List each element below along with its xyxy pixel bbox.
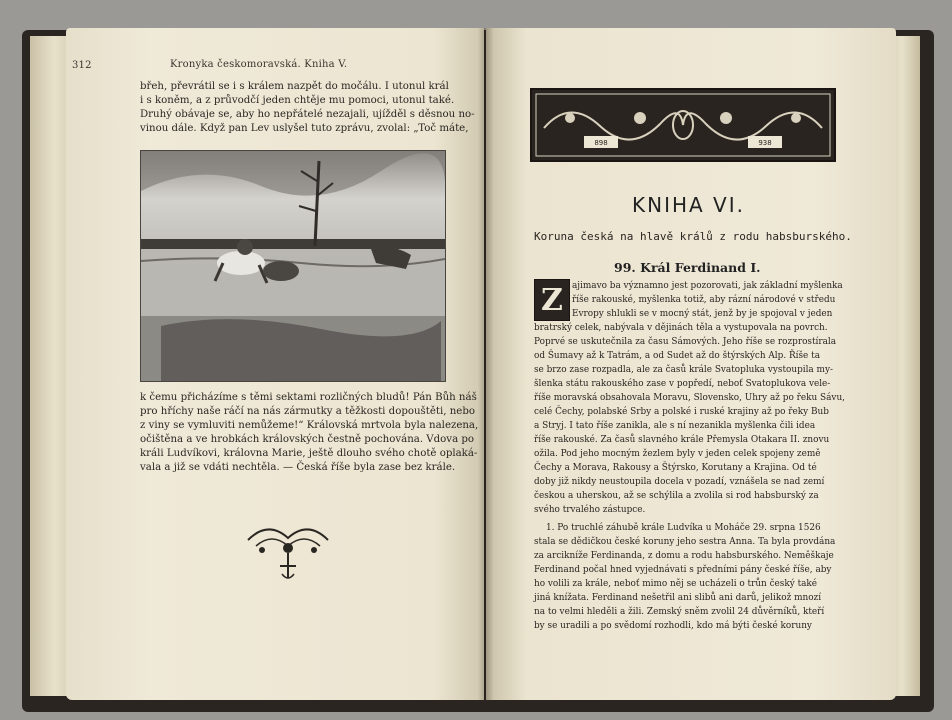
text-line: a Stryj. I tato říše zanikla, ale s ní nezanikla myšlenka čili idea: [534, 421, 816, 431]
book-subtitle: Koruna česká na hlavě králů z rodu habsburského.: [534, 230, 852, 243]
text-line: 1. Po truchlé záhubě krále Ludvíka u Moháče 29. srpna 1526: [546, 523, 821, 533]
text-line: ho volili za krále, neboť mimo něj se ucházeli o trůn český také: [534, 579, 818, 589]
text-line: břeh, převrátil se i s králem nazpět do močálu. I utonul král: [140, 81, 449, 92]
text-line: říše rakouské, myšlenka totiž, aby rázní národové v středu: [572, 295, 836, 305]
text-line: ajimavo ba významno jest pozorovati, jak základní myšlenka: [572, 281, 843, 291]
battle-illustration: [140, 150, 446, 382]
headpiece-ornament: [530, 88, 836, 162]
text-line: celé Čechy, polabské Srby a polské i ruské krajiny až po řeky Bub: [534, 407, 829, 417]
section-heading: 99. Král Ferdinand I.: [614, 260, 761, 275]
text-line: očištěna a ve hrobkách královských čestně pochována. Vdova po: [140, 434, 475, 445]
text-line: pro hříchy naše ráčí na nás zármutky a těžkosti dopouštěti, nebo: [140, 406, 475, 417]
text-line: Poprvé se uskutečnila za času Sámových. Jeho říše se rozprostírala: [534, 337, 837, 347]
text-line: bratrský celek, nabývala v dějinách těla a vystupovala na povrch.: [534, 323, 828, 333]
text-line: doby již nikdy neustoupila docela v pozadí, vznášela se nad zemí: [534, 477, 825, 487]
text-line: šlenka státu rakouského zase v popředí, neboť Svatoplukova vele-: [534, 379, 831, 389]
text-line: Evropy shlukli se v mocný stát, jenž by je spojoval v jeden: [572, 309, 833, 319]
text-line: od Šumavy až k Tatrám, a od Sudet až do štýrských Alp. Říše ta: [534, 351, 820, 361]
illustration-drawing: [141, 151, 445, 381]
text-line: Čechy a Morava, Rakousy a Štýrsko, Korutany a Krajina. Od té: [534, 463, 817, 473]
text-line: k čemu přicházíme s těmi sektami rozličných bludů! Pán Bůh náš: [140, 392, 477, 403]
book-title: KNIHA VI.: [632, 193, 745, 217]
page-edges-left: [30, 36, 70, 696]
text-line: by se uradili a po svědomí rozhodli, kdo má býti české koruny: [534, 621, 812, 631]
text-line: z viny se vymluviti nemůžeme!“ Královská mrtvola byla nalezena,: [140, 420, 479, 431]
text-line: vinou dále. Když pan Lev uslyšel tuto zprávu, zvolal: „Toč máte,: [140, 123, 469, 134]
text-line: svého trvalého zástupce.: [534, 505, 646, 515]
text-line: českou a uherskou, až se schýlila a zvolila si rod habsburský za: [534, 491, 819, 501]
text-line: králi Ludvíkovi, královna Marie, ještě dlouho svého chotě oplaká-: [140, 448, 478, 459]
text-line: ožila. Pod jeho mocným žezlem byly v jeden celek spojeny země: [534, 449, 821, 459]
running-head: Kronyka českomoravská. Kniha V.: [170, 59, 348, 70]
headpiece-label-right: 938: [758, 139, 772, 147]
text-line: Druhý obávaje se, aby ho nepřátelé nezajali, ujížděl s děsnou no-: [140, 109, 475, 120]
book-gutter: [478, 28, 494, 700]
text-line: říše rakouské. Za časů slavného krále Přemysla Otakara II. znovu: [534, 435, 830, 445]
page-number: 312: [72, 60, 92, 71]
text-line: jiná knížata. Ferdinand nešetřil ani slibů ani darů, jelikož mnozí: [534, 593, 822, 603]
text-line: vala a již se vdáti nechtěla. — Česká říše byla zase bez krále.: [140, 462, 456, 473]
text-line: za arcikníže Ferdinanda, z domu a rodu habsburského. Neměškaje: [534, 551, 834, 561]
text-line: i s koněm, a z průvodčí jeden chtěje mu pomoci, utonul také.: [140, 95, 455, 106]
tailpiece-ornament-icon: [238, 520, 338, 584]
text-line: říše moravská obsahovala Moravu, Slovensko, Uhry až po řeku Sávu,: [534, 393, 845, 403]
text-line: stala se dědičkou české koruny jeho sestra Anna. Ta byla provdána: [534, 537, 836, 547]
decorated-initial: Z: [534, 279, 570, 321]
text-line: se brzo zase rozpadla, ale za časů krále Svatopluka vystoupila my-: [534, 365, 833, 375]
headpiece-label-left: 898: [594, 139, 608, 147]
text-line: na to velmi hleděli a žili. Zemský sněm zvolil 24 důvěrníků, kteří: [534, 607, 825, 617]
text-line: Ferdinand počal hned vyjednávati s předními pány české říše, aby: [534, 565, 832, 575]
